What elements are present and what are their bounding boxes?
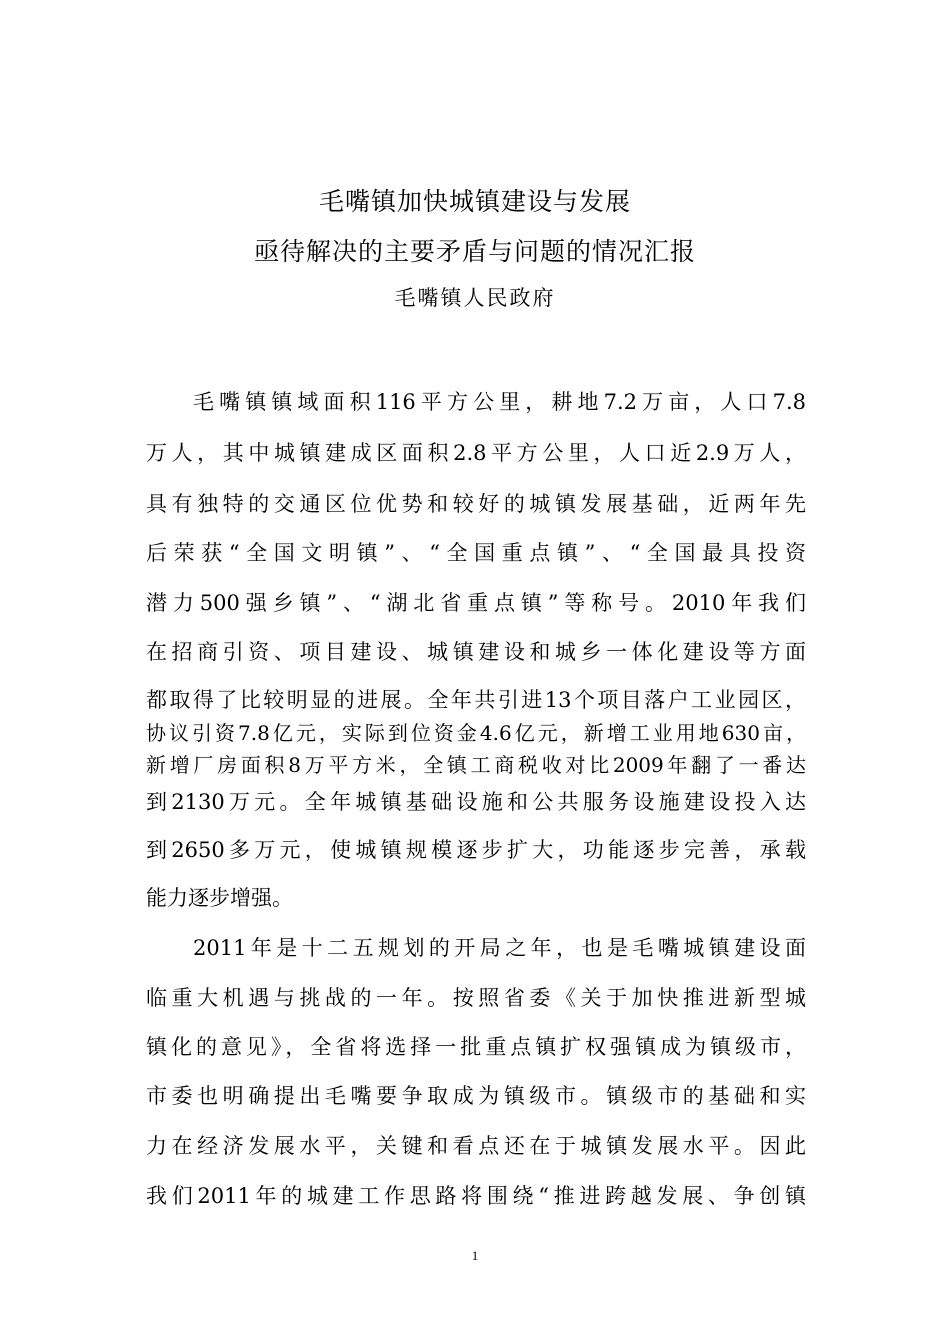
paragraph-line: 到2650多万元，使城镇规模逐步扩大，功能逐步完善，承载 (146, 838, 806, 862)
paragraph-line: 力在经济发展水平，关键和看点还在于城镇发展水平。因此 (146, 1134, 806, 1158)
paragraph-line: 在招商引资、项目建设、城镇建设和城乡一体化建设等方面 (146, 640, 806, 664)
paragraph-line: 新增厂房面积8万平方米，全镇工商税收对比2009年翻了一番达 (146, 753, 806, 777)
paragraph-line: 能力逐步增强。 (146, 886, 293, 910)
paragraph-line: 市委也明确提出毛嘴要争取成为镇级市。镇级市的基础和实 (146, 1084, 806, 1108)
paragraph-line: 到2130万元。全年城镇基础设施和公共服务设施建设投入达 (146, 790, 806, 814)
paragraph-line: 临重大机遇与挑战的一年。按照省委《关于加快推进新型城 (146, 986, 806, 1010)
paragraph-line: 2011年是十二五规划的开局之年，也是毛嘴城镇建设面 (193, 936, 806, 960)
paragraph-line: 具有独特的交通区位优势和较好的城镇发展基础，近两年先 (146, 492, 806, 516)
document-author: 毛嘴镇人民政府 (394, 286, 556, 310)
paragraph-line: 万人，其中城镇建成区面积2.8平方公里，人口近2.9万人， (146, 441, 806, 465)
document-title-line-1: 毛嘴镇加快城镇建设与发展 (318, 187, 631, 216)
paragraph-line: 毛嘴镇镇域面积116平方公里，耕地7.2万亩，人口7.8 (193, 390, 806, 414)
document-title-line-2: 亟待解决的主要矛盾与问题的情况汇报 (253, 237, 696, 266)
paragraph-line: 协议引资7.8亿元，实际到位资金4.6亿元，新增工业用地630亩， (146, 721, 806, 745)
paragraph-line: 我们2011年的城建工作思路将围绕“推进跨越发展、争创镇 (146, 1184, 806, 1208)
paragraph-line: 都取得了比较明显的进展。全年共引进13个项目落户工业园区， (146, 688, 806, 712)
paragraph-line: 潜力500强乡镇”、“湖北省重点镇”等称号。2010年我们 (146, 591, 806, 615)
page-number: 1 (471, 1248, 479, 1263)
paragraph-line: 后荣获“全国文明镇”、“全国重点镇”、“全国最具投资 (146, 541, 806, 565)
paragraph-line: 镇化的意见》，全省将选择一批重点镇扩权强镇成为镇级市， (146, 1035, 806, 1059)
